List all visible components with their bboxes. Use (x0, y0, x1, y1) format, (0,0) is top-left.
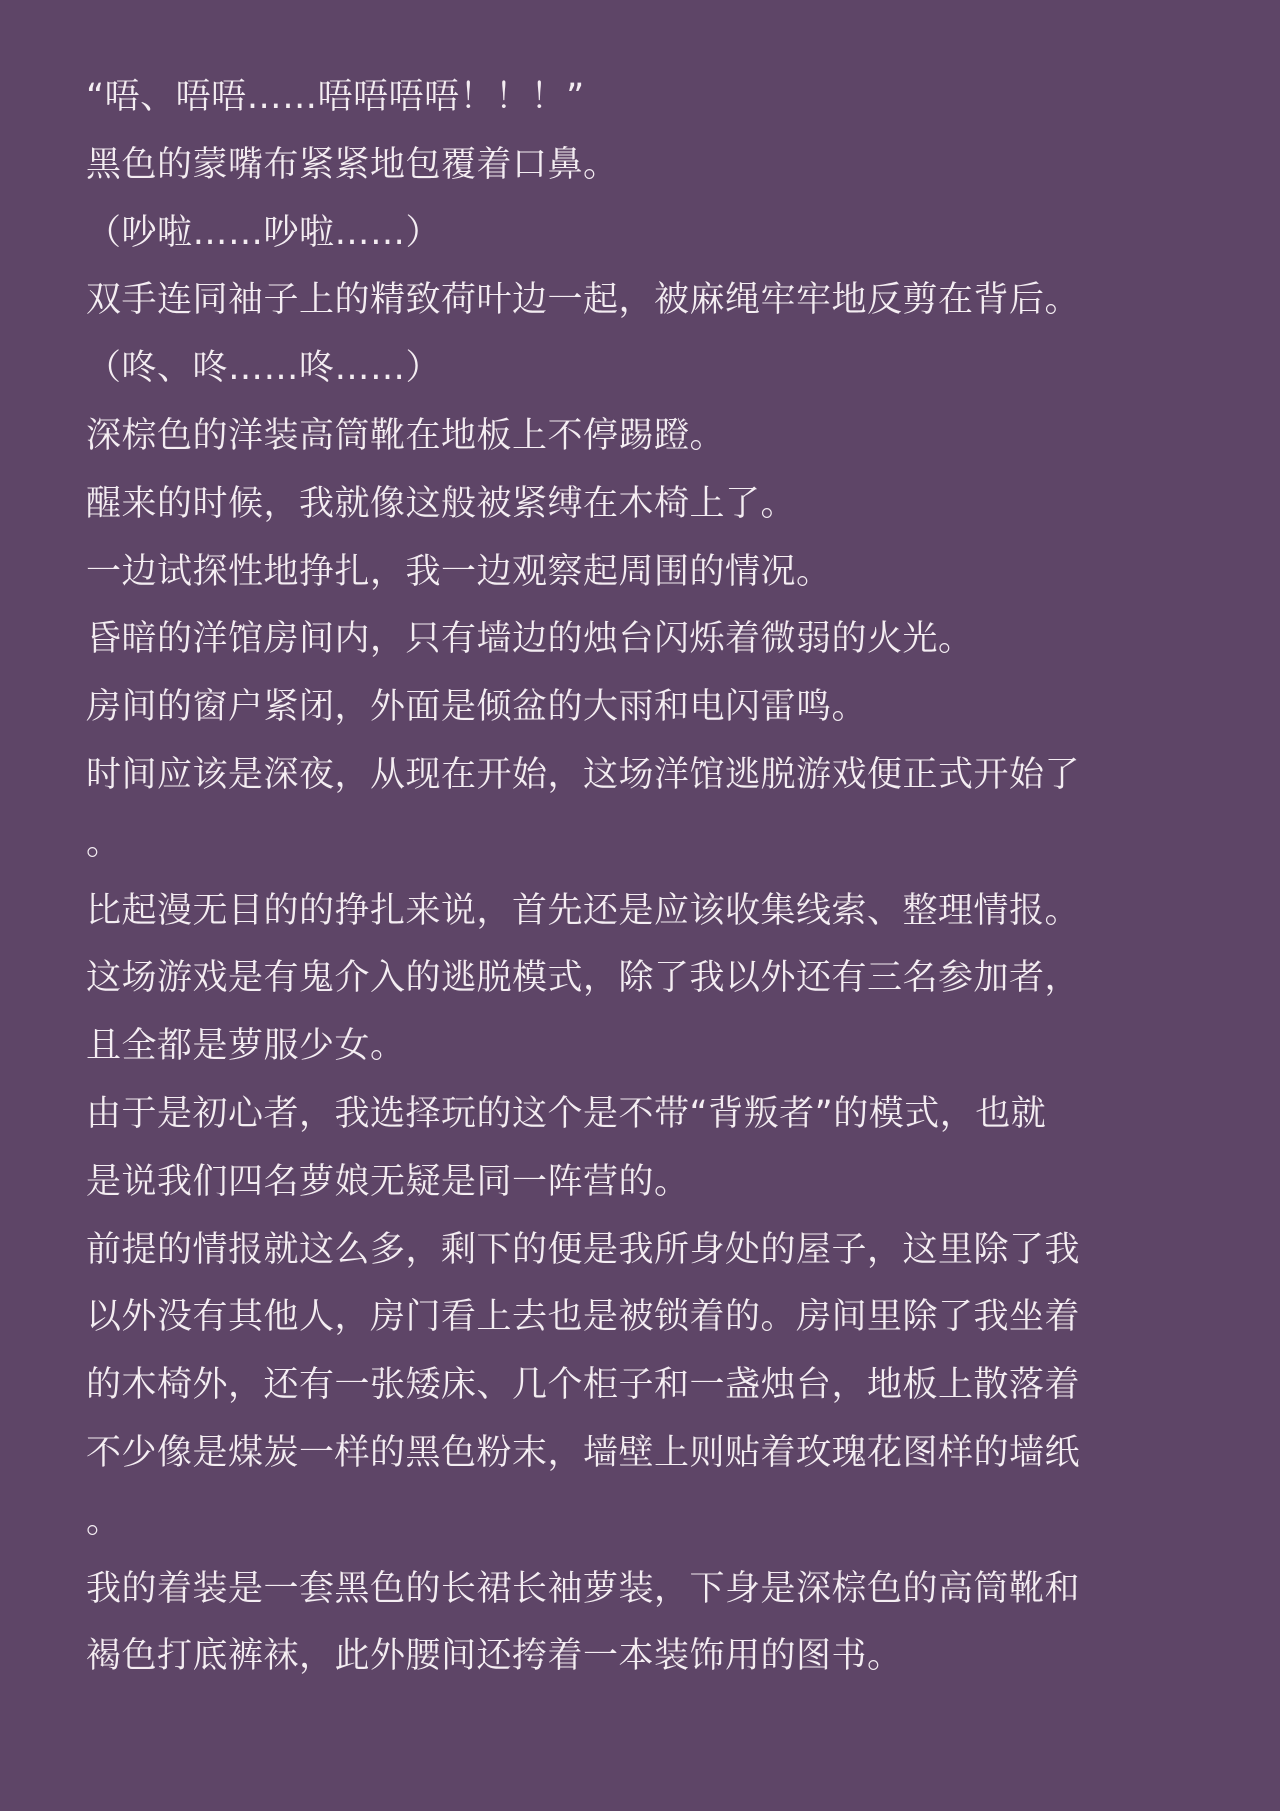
text-line: 双手连同袖子上的精致荷叶边一起，被麻绳牢牢地反剪在背后。 (86, 280, 1081, 321)
text-line: 是说我们四名萝娘无疑是同一阵营的。 (86, 1161, 690, 1202)
text-line: 深棕色的洋装高筒靴在地板上不停踢蹬。 (86, 415, 726, 456)
text-line: 。 (86, 822, 122, 863)
text-line: 这场游戏是有鬼介入的逃脱模式，除了我以外还有三名参加者， (86, 958, 1081, 999)
text-line: 一边试探性地挣扎，我一边观察起周围的情况。 (86, 551, 832, 592)
text-line: 醒来的时候，我就像这般被紧缚在木椅上了。 (86, 483, 797, 524)
text-line: 昏暗的洋馆房间内，只有墙边的烛台闪烁着微弱的火光。 (86, 619, 974, 660)
text-line: 我的着装是一套黑色的长裙长袖萝装，下身是深棕色的高筒靴和 (86, 1568, 1081, 1609)
text-line: 。 (86, 1500, 122, 1541)
text-line: 褐色打底裤袜，此外腰间还挎着一本装饰用的图书。 (86, 1636, 903, 1677)
text-line: 不少像是煤炭一样的黑色粉末，墙壁上则贴着玫瑰花图样的墙纸 (86, 1432, 1081, 1473)
text-line: 房间的窗户紧闭，外面是倾盆的大雨和电闪雷鸣。 (86, 687, 868, 728)
story-text (86, 64, 1194, 1691)
text-line: 由于是初心者，我选择玩的这个是不带“背叛者”的模式，也就 (86, 1093, 1047, 1134)
text-line: 时间应该是深夜，从现在开始，这场洋馆逃脱游戏便正式开始了 (86, 754, 1081, 795)
text-line: 前提的情报就这么多，剩下的便是我所身处的屋子，这里除了我 (86, 1229, 1081, 1270)
text-line: 黑色的蒙嘴布紧紧地包覆着口鼻。 (86, 144, 619, 185)
text-line: 且全都是萝服少女。 (86, 1026, 406, 1067)
text-line: （吵啦……吵啦……） (86, 212, 442, 253)
text-line: （咚、咚……咚……） (86, 348, 442, 389)
text-line: 比起漫无目的的挣扎来说，首先还是应该收集线索、整理情报。 (86, 890, 1081, 931)
text-line: 的木椅外，还有一张矮床、几个柜子和一盏烛台，地板上散落着 (86, 1365, 1081, 1406)
text-line: 以外没有其他人，房门看上去也是被锁着的。房间里除了我坐着 (86, 1297, 1081, 1338)
text-line: “唔、唔唔……唔唔唔唔！！！” (86, 77, 585, 117)
